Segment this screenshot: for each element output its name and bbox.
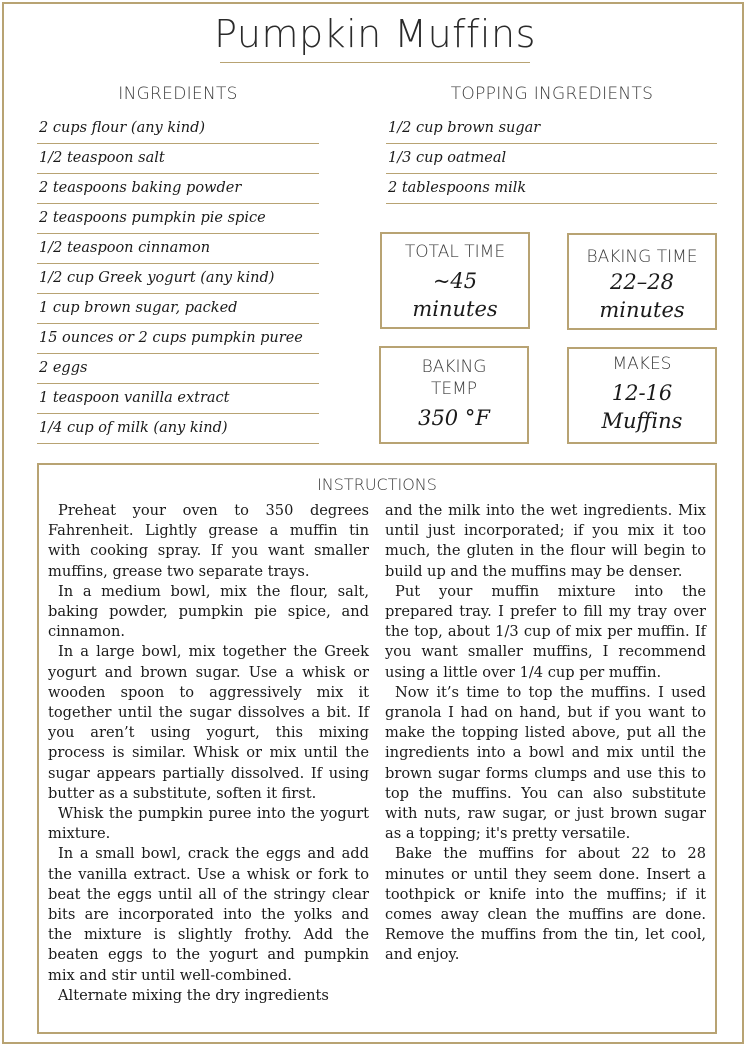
total-time-unit: minutes xyxy=(412,297,498,321)
baking-time-value: 22–28 xyxy=(610,270,674,294)
makes-unit: Muffins xyxy=(601,409,683,433)
baking-temp-value: 350 °F xyxy=(418,406,490,430)
instruction-paragraph: Bake the muffins for about 22 to 28 minutes or until they seem done. Insert a toothpick or knife into the muffins; if it comes away clean the muffins are done. Remove the muffins from the tin, let cool, and enjoy. xyxy=(385,845,706,964)
topping-item: 2 tablespoons milk xyxy=(386,173,717,204)
ingredient-item: 2 cups flour (any kind) xyxy=(37,113,319,144)
instruction-paragraph: Preheat your oven to 350 degrees Fahrenheit. Lightly grease a muffin tin with cooking spray. If you want smaller muffins, grease two separate trays. xyxy=(48,502,369,580)
ingredient-item: 1 cup brown sugar, packed xyxy=(37,293,319,324)
ingredient-item: 2 teaspoons baking powder xyxy=(37,173,319,204)
makes-box xyxy=(567,347,717,444)
instruction-paragraph: and the milk into the wet ingredients. Mix until just incorporated; if you mix it too much, the gluten in the flour will begin to build up and the muffins may be denser. xyxy=(385,502,706,580)
instructions-heading: INSTRUCTIONS xyxy=(317,475,437,494)
baking-temp-label-2: TEMP xyxy=(430,379,478,399)
total-time-label: TOTAL TIME xyxy=(404,242,506,262)
ingredient-item: 1 teaspoon vanilla extract xyxy=(37,383,319,414)
topping-item: 1/3 cup oatmeal xyxy=(386,143,717,174)
ingredient-item: 1/2 teaspoon salt xyxy=(37,143,319,174)
makes-label: MAKES xyxy=(612,354,672,374)
instructions-right-column xyxy=(385,501,706,966)
ingredient-item: 15 ounces or 2 cups pumpkin puree xyxy=(37,323,319,354)
total-time-value: ~45 xyxy=(432,269,478,293)
instruction-paragraph: Whisk the pumpkin puree into the yogurt mixture. xyxy=(48,805,369,843)
baking-temp-label: BAKING xyxy=(421,357,487,377)
ingredient-item: 1/4 cup of milk (any kind) xyxy=(37,413,319,444)
instruction-paragraph: In a large bowl, mix together the Greek yogurt and brown sugar. Use a whisk or wooden spoon to aggressively mix it together until the sugar dissolves a bit. If you aren’t using yogurt, this mixing process is similar. Whisk or mix until the sugar appears partially dissolved. If using butter as a substitute, soften it first. xyxy=(48,643,369,802)
instruction-paragraph: Put your muffin mixture into the prepared tray. I prefer to fill my tray over the top, about 1/3 cup of mix per muffin. If you want smaller muffins, I recommend using a little over 1/4 cup per muffin. xyxy=(385,582,706,681)
baking-time-unit: minutes xyxy=(599,298,685,322)
ingredient-item: 1/2 teaspoon cinnamon xyxy=(37,233,319,264)
instruction-paragraph: Now it’s time to top the muffins. I used granola I had on hand, but if you want to make the topping listed above, put all the ingredients into a bowl and mix until the brown sugar forms clumps and use this to top the muffins. You can also substitute with nuts, raw sugar, or just brown sugar as a topping; it's pretty versatile. xyxy=(385,683,706,843)
topping-item: 1/2 cup brown sugar xyxy=(386,113,717,144)
instruction-paragraph: In a small bowl, crack the eggs and add the vanilla extract. Use a whisk or fork to beat the eggs until all of the stringy clear bits are incorporated into the yolks and the mixture is slightly frothy. Add the beaten eggs to the yogurt and pumpkin mix and stir until well-combined. xyxy=(48,845,369,984)
instructions-box xyxy=(37,463,717,1034)
title-underline xyxy=(220,62,530,63)
ingredient-item: 1/2 cup Greek yogurt (any kind) xyxy=(37,263,319,294)
makes-value: 12-16 xyxy=(611,381,673,405)
baking-temp-box xyxy=(379,346,529,444)
baking-time-box xyxy=(567,233,717,330)
instruction-paragraph: Alternate mixing the dry ingredients xyxy=(58,986,329,1004)
ingredient-item: 2 eggs xyxy=(37,353,319,384)
baking-time-label: BAKING TIME xyxy=(586,247,698,267)
total-time-box xyxy=(380,232,530,329)
instruction-paragraph: In a medium bowl, mix the flour, salt, baking powder, pumpkin pie spice, and cinnamon. xyxy=(48,582,369,641)
ingredient-item: 2 teaspoons pumpkin pie spice xyxy=(37,203,319,234)
instructions-left-column xyxy=(48,501,369,1006)
page-title: Pumpkin Muffins xyxy=(214,12,536,56)
ingredients-heading: INGREDIENTS xyxy=(118,84,238,104)
topping-heading: TOPPING INGREDIENTS xyxy=(450,84,654,104)
